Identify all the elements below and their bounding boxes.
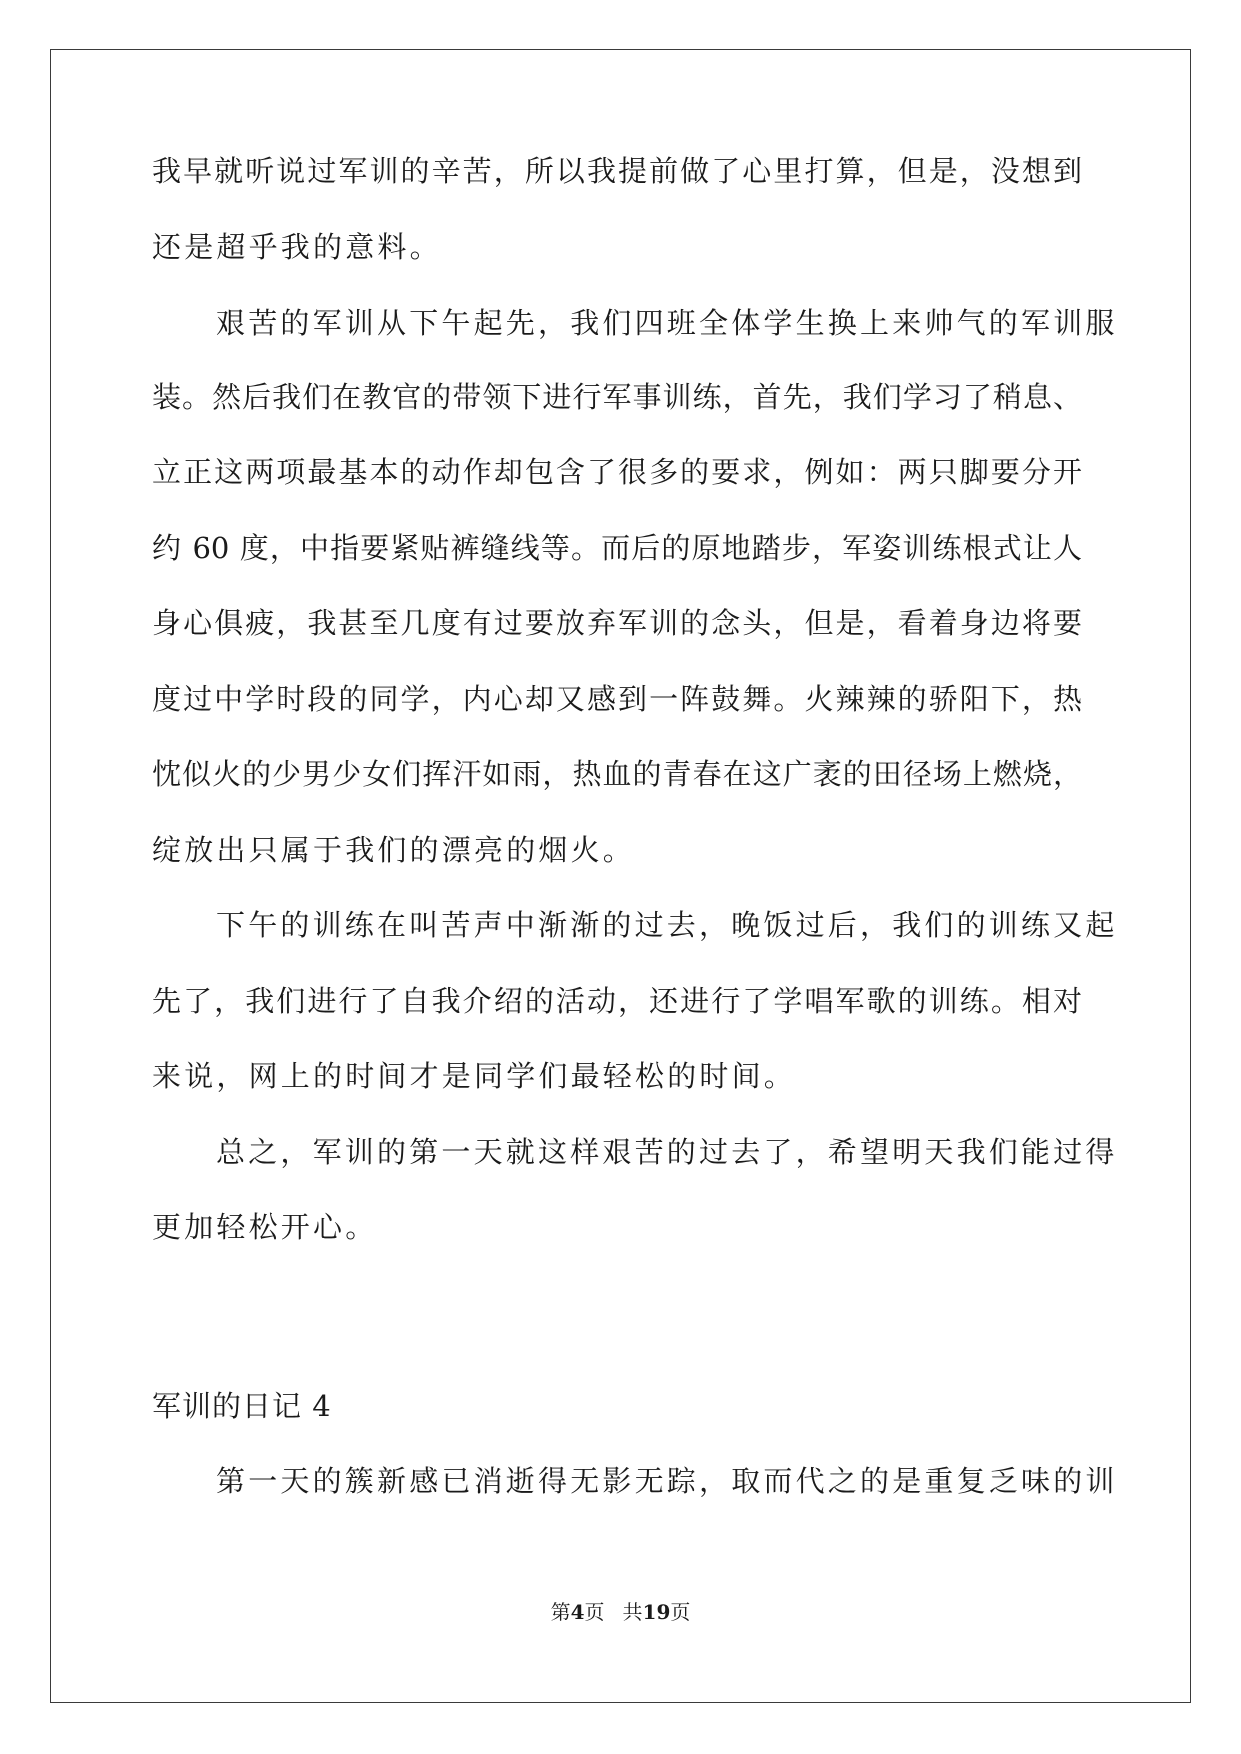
paragraph-line: 绽放出只属于我们的漂亮的烟火。 xyxy=(152,833,636,867)
paragraph-line: 先了，我们进行了自我介绍的活动，还进行了学唱军歌的训练。相对 xyxy=(152,984,1082,1018)
paragraph-line: 约 60 度，中指要紧贴裤缝线等。而后的原地踏步，军姿训练根式让人 xyxy=(152,531,1082,565)
paragraph-line: 更加轻松开心。 xyxy=(152,1210,378,1244)
paragraph-line: 忱似火的少男少女们挥汗如雨，热血的青春在这广袤的田径场上燃烧， xyxy=(152,757,1082,791)
paragraph-line: 我早就听说过军训的辛苦，所以我提前做了心里打算，但是，没想到 xyxy=(152,154,1082,188)
paragraph-line: 总之，军训的第一天就这样艰苦的过去了，希望明天我们能过得 xyxy=(216,1135,1118,1169)
paragraph-line: 度过中学时段的同学，内心却又感到一阵鼓舞。火辣辣的骄阳下，热 xyxy=(152,682,1082,716)
paragraph-line: 艰苦的军训从下午起先，我们四班全体学生换上来帅气的军训服 xyxy=(216,306,1118,340)
page-number: 4 xyxy=(570,1600,585,1624)
paragraph-line: 来说，网上的时间才是同学们最轻松的时间。 xyxy=(152,1059,797,1093)
total-pages: 19 xyxy=(642,1600,671,1624)
total-suffix: 页 xyxy=(670,1600,691,1624)
page-prefix: 第 xyxy=(550,1600,571,1624)
page-footer xyxy=(0,1598,1241,1626)
paragraph-line: 第一天的簇新感已消逝得无影无踪，取而代之的是重复乏味的训 xyxy=(216,1464,1118,1498)
paragraph-line: 装。然后我们在教官的带领下进行军事训练，首先，我们学习了稍息、 xyxy=(152,380,1082,414)
page-suffix: 页 xyxy=(584,1600,605,1624)
paragraph-line: 立正这两项最基本的动作却包含了很多的要求，例如：两只脚要分开 xyxy=(152,455,1082,489)
total-prefix: 共 xyxy=(622,1600,643,1624)
paragraph-line: 下午的训练在叫苦声中渐渐的过去，晚饭过后，我们的训练又起 xyxy=(216,908,1118,942)
paragraph-line: 身心俱疲，我甚至几度有过要放弃军训的念头，但是，看着身边将要 xyxy=(152,606,1082,640)
paragraph-line: 还是超乎我的意料。 xyxy=(152,230,442,264)
page-border xyxy=(50,49,1191,1703)
section-heading: 军训的日记 4 xyxy=(152,1389,332,1423)
